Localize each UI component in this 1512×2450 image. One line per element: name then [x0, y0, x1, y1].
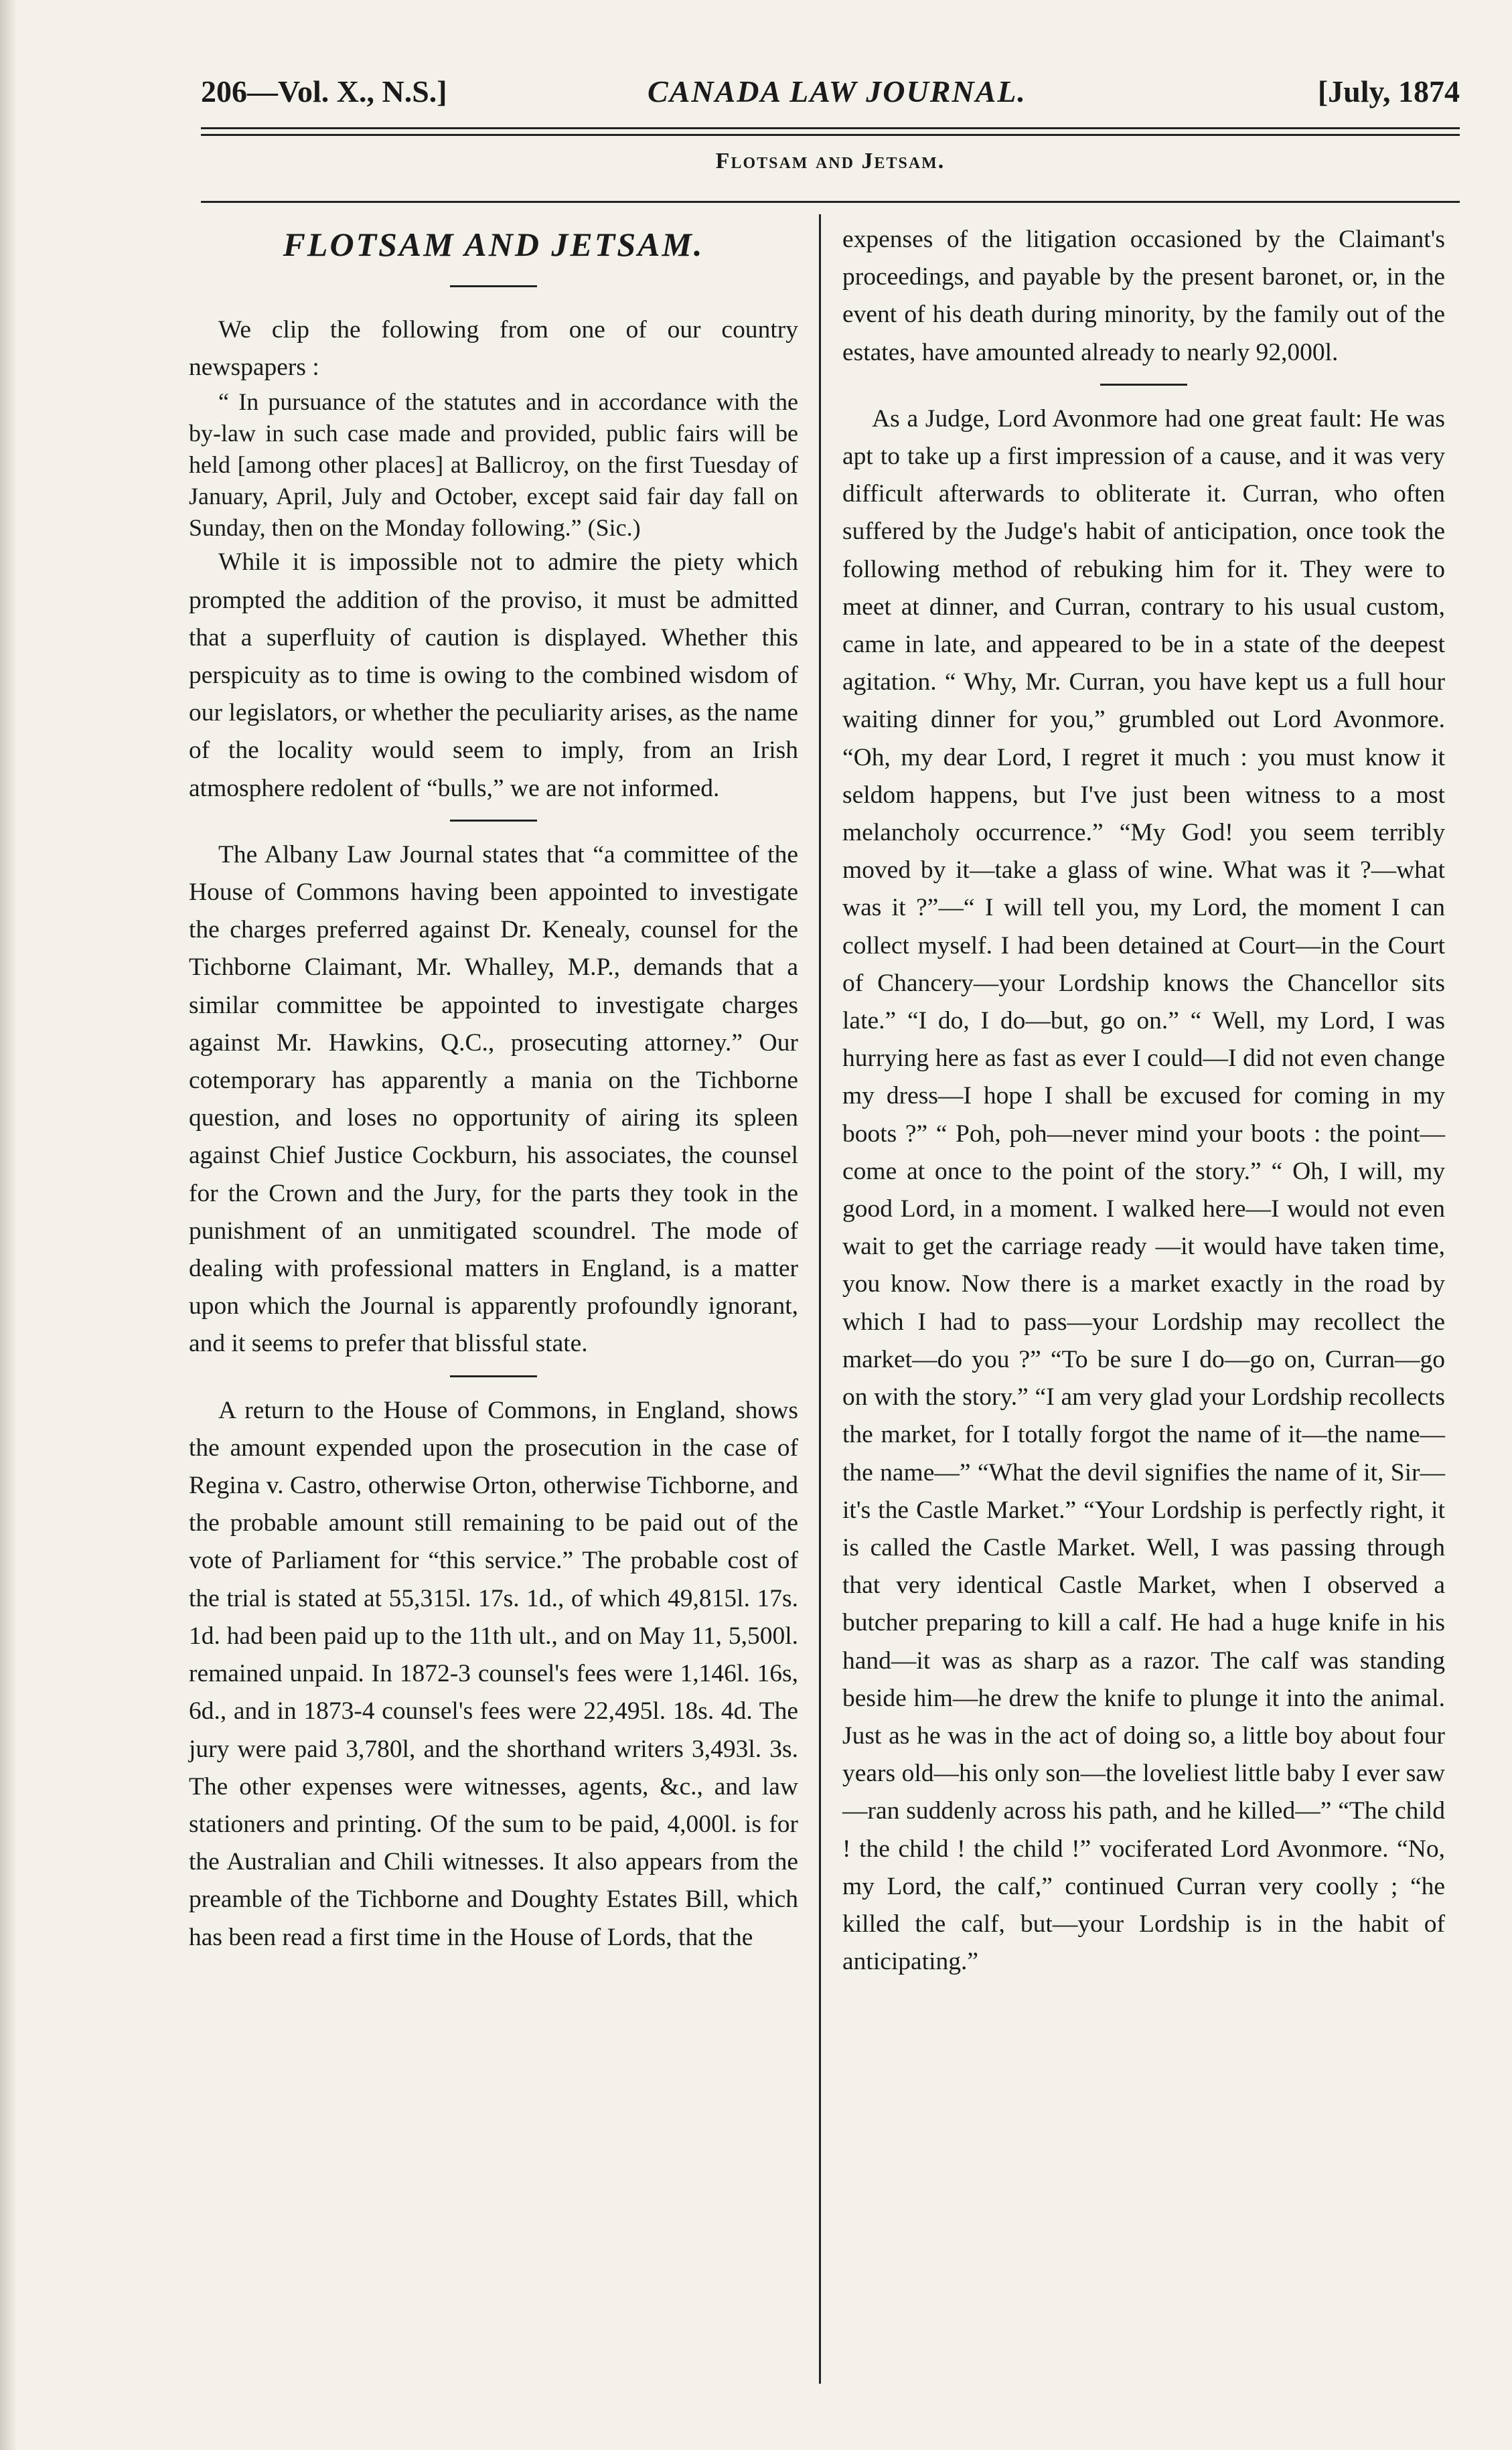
article-title: FLOTSAM AND JETSAM. — [283, 226, 704, 263]
section-rule-2 — [450, 1375, 537, 1377]
running-head: Flotsam and Jetsam. — [715, 149, 946, 173]
paragraph-fair-quote: “ In pursuance of the statutes and in accordance with the by-law in such case made and provided, public fairs will be held [among other places] at Ballicroy, on the first Tuesday of January, April, July and October, except said fair day fall on Sunday, then on the Monday following.” (Sic.) — [189, 388, 798, 542]
paragraph-lord-avonmore: As a Judge, Lord Avonmore had one great fault: He was apt to take up a first impression of a cause, and it was very difficult afterwards to obliterate it. Curran, who often suffered by the Judge's habit of anticipation, once took the following method of rebuking him for it. They were to meet at dinner, and Curran, contrary to his usual custom, came in late, and appeared to be in a state of the deepest agitation. “ Why, Mr. Curran, you have kept us a full hour waiting dinner for you,” grumbled out Lord Avonmore. “Oh, my dear Lord, I regret it much : you must know it seldom happens, but I've just been witness to a most melancholy occurrence.” “My God! you seem terribly moved by it—take a glass of wine. What was it ?—what was it ?”—“ I will tell you, my Lord, the moment I can collect myself. I had been detained at Court—in the Court of Chancery—your Lordship knows the Chancellor sits late.” “I do, I do—but, go on.” “ Well, my Lord, I was hurrying here as fast as ever I could—I did not even change my dress—I hope I shall be excused for coming in my boots ?” “ Poh, poh—never mind your boots : the point—come at once to the point of the story.” “ Oh, I will, my good Lord, in a moment. I walked here—I would not even wait to get the carriage ready —it would have taken time, you know. Now there is a market exactly in the road by which I had to pass—your Lordship may recollect the market—do you ?” “To be sure I do—go on, Curran—go on with the story.” “I am very glad your Lordship recollects the market, for I totally forgot the name of it—the name—the name—” “What the devil signifies the name of it, Sir—it's the Castle Market.” “Your Lordship is perfectly right, it is called the Castle Market. Well, I was passing through that very identical Castle Market, when I observed a butcher preparing to kill a calf. He had a huge knife in his hand—it was as sharp as a razor. The calf was standing beside him—he drew the knife to plunge it into the animal. Just as he was in the act of doing so, a little boy about four years old—his only son—the loveliest little baby I ever saw—ran suddenly across his path, and he killed—” “The child ! the child ! the child !” vociferated Lord Avonmore. “No, my Lord, the calf,” continued Curran very coolly ; “he killed the calf, but—your Lordship is in the habit of anticipating.” — [842, 404, 1445, 1976]
page-binding-shadow — [0, 0, 17, 2450]
paragraph-albany-law-journal: The Albany Law Journal states that “a committee of the House of Commons having been appointed to investigate the charges preferred against Dr. Kenealy, counsel for the Tichborne Claimant, Mr. Whalley, M.P., demands that a similar committee be appointed to investigate charges against Mr. Hawkins, Q.C., prosecuting attorney.” Our cotemporary has apparently a mania on the Tichborne question, and loses no opportunity of airing its spleen against Chief Justice Cockburn, his associates, the counsel for the Crown and the Jury, for the parts they took in the punishment of an unmitigated scoundrel. The mode of dealing with professional matters in England, is a matter upon which the Journal is apparently profoundly ignorant, and it seems to prefer that blissful state. — [189, 840, 798, 1358]
paragraph-newspaper-intro: We clip the following from one of our country newspapers : — [189, 316, 798, 382]
header-volume: 206—Vol. X., N.S.] — [201, 74, 447, 108]
section-rule-1 — [450, 820, 537, 822]
section-rule-3 — [1100, 384, 1187, 386]
header-rule-top — [201, 127, 1460, 129]
column-divider — [819, 214, 821, 2384]
header-rule-bottom — [201, 134, 1460, 136]
running-head-rule — [201, 201, 1460, 203]
paragraph-piety: While it is impossible not to admire the piety which prompted the addition of the proviso, it must be admitted that a superfluity of caution is displayed. Whether this perspicuity as to time is owing to the combined wisdom of our legislators, or whether the peculiarity arises, as the name of the locality would seem to imply, from an Irish atmosphere redolent of “bulls,” we are not informed. — [189, 548, 798, 802]
header-journal-title: CANADA LAW JOURNAL. — [648, 74, 1027, 108]
page-header — [201, 74, 1473, 121]
paragraph-return-commons: A return to the House of Commons, in England, shows the amount expended upon the prosecution in the case of Regina v. Castro, otherwise Orton, otherwise Tichborne, and the probable amount still remaining to be paid out of the vote of Parliament for “this service.” The probable cost of the trial is stated at 55,315l. 17s. 1d., of which 49,815l. 17s. 1d. had been paid up to the 11th ult., and on May 11, 5,500l. remained unpaid. In 1872-3 counsel's fees were 1,146l. 16s, 6d., and in 1873-4 counsel's fees were 22,495l. 18s. 4d. The jury were paid 3,780l, and the shorthand writers 3,493l. 3s. The other expenses were witnesses, agents, &c., and law stationers and printing. Of the sum to be paid, 4,000l. is for the Australian and Chili witnesses. It also appears from the preamble of the Tichborne and Doughty Estates Bill, which has been read a first time in the House of Lords, that the — [189, 1396, 798, 1951]
title-rule — [450, 285, 537, 287]
paragraph-expenses-continued: expenses of the litigation occasioned by the Claimant's proceedings, and payable by the present baronet, or, in the event of his death during minority, by the family out of the estates, have amounted already to nearly 92,000l. — [842, 226, 1445, 366]
right-column — [842, 221, 1445, 1981]
header-date: [July, 1874 — [1317, 74, 1460, 108]
left-column — [189, 221, 798, 1957]
